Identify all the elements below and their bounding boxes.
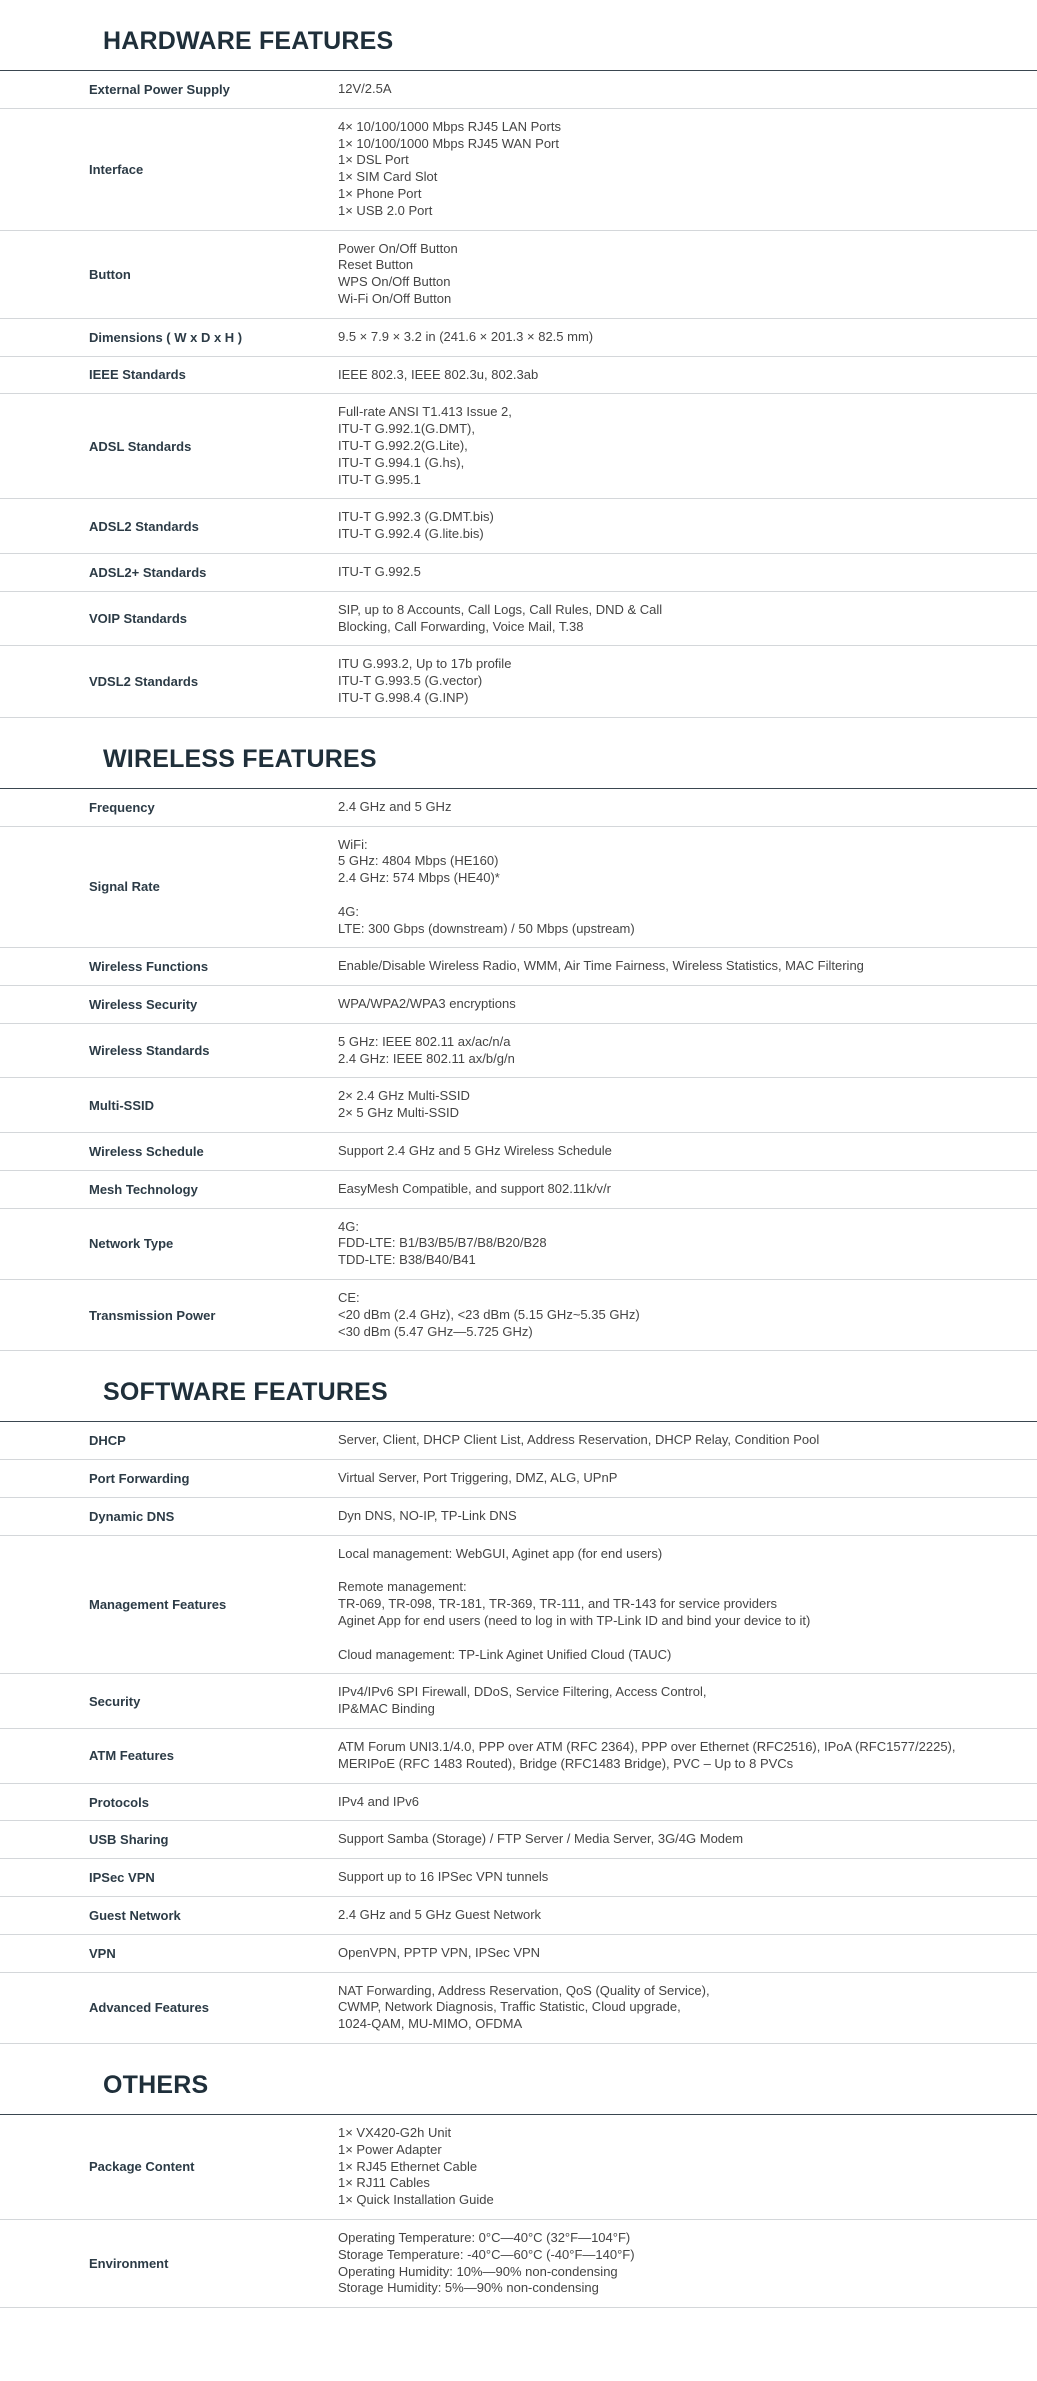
spec-value-line: NAT Forwarding, Address Reservation, QoS (Quality of Service), — [338, 1982, 710, 1998]
spec-value — [338, 2125, 1037, 2209]
spec-value-line: ITU-T G.992.2(G.Lite), — [338, 437, 468, 453]
spec-row — [0, 1280, 1037, 1351]
section-heading: OTHERS — [0, 2044, 1037, 2115]
spec-row — [0, 1422, 1037, 1460]
spec-value-line: TDD-LTE: B38/B40/B41 — [338, 1252, 476, 1268]
spec-value-line: Wi-Fi On/Off Button — [338, 290, 452, 306]
spec-row — [0, 1460, 1037, 1498]
spec-value — [338, 1546, 1037, 1664]
spec-value-line: Aginet App for end users (need to log in with TP-Link ID and bind your device to it) — [338, 1613, 811, 1629]
spec-label: Multi-SSID — [89, 1097, 154, 1113]
spec-label: DHCP — [89, 1433, 126, 1449]
spec-label: ADSL Standards — [89, 438, 192, 454]
spec-value — [338, 1034, 1037, 1068]
spec-label: VDSL2 Standards — [89, 674, 199, 690]
spec-value-line: ITU-T G.994.1 (G.hs), — [338, 454, 465, 470]
spec-value — [338, 564, 1037, 581]
spec-row — [0, 2115, 1037, 2220]
spec-row — [0, 1784, 1037, 1822]
spec-row — [0, 1729, 1037, 1784]
section-heading: SOFTWARE FEATURES — [0, 1351, 1037, 1422]
spec-value-line: Local management: WebGUI, Aginet app (for end users) — [338, 1545, 663, 1561]
spec-value-line: 1× DSL Port — [338, 152, 409, 168]
spec-value-line: 4× 10/100/1000 Mbps RJ45 LAN Ports — [338, 118, 561, 134]
spec-value-line: Support Samba (Storage) / FTP Server / Media Server, 3G/4G Modem — [338, 1831, 744, 1847]
spec-value-line: Support 2.4 GHz and 5 GHz Wireless Schedule — [338, 1143, 612, 1159]
spec-label: Dimensions ( W x D x H ) — [89, 329, 243, 345]
spec-row — [0, 1821, 1037, 1859]
spec-value — [338, 1739, 1037, 1773]
spec-value-line: IPv4/IPv6 SPI Firewall, DDoS, Service Filtering, Access Control, — [338, 1684, 707, 1700]
spec-section — [0, 2044, 1037, 2308]
spec-row — [0, 1973, 1037, 2044]
spec-row — [0, 1078, 1037, 1133]
spec-value-line: Cloud management: TP-Link Aginet Unified Cloud (TAUC) — [338, 1646, 672, 1662]
spec-value — [338, 1907, 1037, 1924]
spec-label: VPN — [89, 1945, 116, 1961]
spec-value-line: 1024-QAM, MU-MIMO, OFDMA — [338, 2016, 523, 2032]
spec-value-line: 2× 5 GHz Multi-SSID — [338, 1105, 460, 1121]
spec-label: Wireless Schedule — [89, 1143, 204, 1159]
spec-section — [0, 1351, 1037, 2044]
spec-label: IEEE Standards — [89, 367, 186, 383]
spec-value — [338, 367, 1037, 384]
spec-value — [338, 996, 1037, 1013]
spec-row — [0, 986, 1037, 1024]
spec-row — [0, 1133, 1037, 1171]
spec-label: Management Features — [89, 1597, 227, 1613]
spec-value — [338, 1219, 1037, 1269]
spec-value-line: 1× VX420-G2h Unit — [338, 2124, 452, 2140]
spec-value — [338, 1088, 1037, 1122]
spec-row — [0, 1024, 1037, 1079]
spec-value-line: 2× 2.4 GHz Multi-SSID — [338, 1088, 470, 1104]
spec-value-line: Blocking, Call Forwarding, Voice Mail, T.38 — [338, 618, 584, 634]
spec-value-line: TR-069, TR-098, TR-181, TR-369, TR-111, and TR-143 for service providers — [338, 1596, 778, 1612]
spec-value-line — [338, 887, 1023, 904]
spec-row — [0, 948, 1037, 986]
spec-label: Package Content — [89, 2159, 195, 2175]
spec-value — [338, 1983, 1037, 2033]
spec-value — [338, 1945, 1037, 1962]
spec-value-line: 4G: — [338, 903, 359, 919]
section-heading: HARDWARE FEATURES — [0, 0, 1037, 71]
spec-row — [0, 592, 1037, 647]
spec-row — [0, 231, 1037, 319]
spec-table — [0, 789, 1037, 1352]
spec-value-line: ITU-T G.992.3 (G.DMT.bis) — [338, 509, 494, 525]
spec-value-line: MERIPoE (RFC 1483 Routed), Bridge (RFC1483 Bridge), PVC – Up to 8 PVCs — [338, 1755, 794, 1771]
spec-value — [338, 119, 1037, 220]
spec-label: Dynamic DNS — [89, 1508, 175, 1524]
spec-value-line: 1× Power Adapter — [338, 2141, 442, 2157]
spec-label: Guest Network — [89, 1907, 181, 1923]
spec-value-line — [338, 1630, 1023, 1647]
spec-value-line: 4G: — [338, 1218, 359, 1234]
spec-value-line: 5 GHz: 4804 Mbps (HE160) — [338, 853, 499, 869]
spec-value-line: Power On/Off Button — [338, 240, 458, 256]
spec-value-line: <20 dBm (2.4 GHz), <23 dBm (5.15 GHz~5.35 GHz) — [338, 1306, 640, 1322]
spec-value-line: <30 dBm (5.47 GHz—5.725 GHz) — [338, 1323, 533, 1339]
spec-value-line: Operating Humidity: 10%—90% non-condensing — [338, 2263, 618, 2279]
spec-label: VOIP Standards — [89, 611, 188, 627]
spec-value-line: 2.4 GHz: 574 Mbps (HE40)* — [338, 870, 500, 886]
spec-value — [338, 1143, 1037, 1160]
spec-value-line: 1× USB 2.0 Port — [338, 202, 433, 218]
spec-row — [0, 1935, 1037, 1973]
spec-value-line: WPS On/Off Button — [338, 274, 451, 290]
spec-value-line: Remote management: — [338, 1579, 467, 1595]
spec-row — [0, 1536, 1037, 1675]
spec-value — [338, 799, 1037, 816]
spec-row — [0, 554, 1037, 592]
spec-value — [338, 2230, 1037, 2297]
spec-section — [0, 0, 1037, 718]
spec-value-line: 5 GHz: IEEE 802.11 ax/ac/n/a — [338, 1033, 511, 1049]
spec-row — [0, 1209, 1037, 1280]
spec-value-line: 1× 10/100/1000 Mbps RJ45 WAN Port — [338, 135, 559, 151]
spec-value-line: LTE: 300 Gbps (downstream) / 50 Mbps (upstream) — [338, 920, 635, 936]
spec-value-line: 2.4 GHz: IEEE 802.11 ax/b/g/n — [338, 1050, 515, 1066]
spec-label: Port Forwarding — [89, 1471, 190, 1487]
spec-value-line: WiFi: — [338, 836, 368, 852]
spec-value-line: ITU G.993.2, Up to 17b profile — [338, 656, 512, 672]
spec-value-line: 9.5 × 7.9 × 3.2 in (241.6 × 201.3 × 82.5 mm) — [338, 328, 594, 344]
spec-value — [338, 1470, 1037, 1487]
spec-value-line: ITU-T G.993.5 (G.vector) — [338, 673, 483, 689]
spec-value-line: CE: — [338, 1290, 360, 1306]
spec-label: ATM Features — [89, 1748, 174, 1764]
spec-value-line: Storage Humidity: 5%—90% non-condensing — [338, 2280, 599, 2296]
spec-value-line: Operating Temperature: 0°C—40°C (32°F—104°F) — [338, 2229, 631, 2245]
spec-value — [338, 837, 1037, 938]
spec-value-line: IP&MAC Binding — [338, 1701, 435, 1717]
spec-label: Network Type — [89, 1236, 174, 1252]
spec-label: Security — [89, 1693, 141, 1709]
spec-label: IPSec VPN — [89, 1870, 155, 1886]
spec-table — [0, 2115, 1037, 2308]
spec-value-line: Virtual Server, Port Triggering, DMZ, ALG, UPnP — [338, 1470, 618, 1486]
section-heading: WIRELESS FEATURES — [0, 718, 1037, 789]
spec-row — [0, 499, 1037, 554]
spec-value-line: IPv4 and IPv6 — [338, 1793, 419, 1809]
spec-value — [338, 1831, 1037, 1848]
spec-value-line: 1× SIM Card Slot — [338, 169, 438, 185]
spec-value-line: 2.4 GHz and 5 GHz Guest Network — [338, 1907, 542, 1922]
spec-value — [338, 81, 1037, 98]
spec-value — [338, 1794, 1037, 1811]
spec-value-line: ITU-T G.992.4 (G.lite.bis) — [338, 526, 484, 542]
spec-label: Signal Rate — [89, 879, 160, 895]
spec-value — [338, 958, 1037, 975]
spec-row — [0, 319, 1037, 357]
spec-label: Transmission Power — [89, 1307, 216, 1323]
spec-label: Button — [89, 266, 131, 282]
spec-value-line: 12V/2.5A — [338, 81, 392, 96]
spec-label: Wireless Functions — [89, 959, 209, 975]
spec-value-line: EasyMesh Compatible, and support 802.11k/v/r — [338, 1180, 611, 1196]
spec-value-line: Storage Temperature: -40°C—60°C (-40°F—140°F) — [338, 2246, 635, 2262]
spec-value-line: IEEE 802.3, IEEE 802.3u, 802.3ab — [338, 366, 539, 382]
spec-row — [0, 1859, 1037, 1897]
spec-value — [338, 1432, 1037, 1449]
spec-value-line: Enable/Disable Wireless Radio, WMM, Air Time Fairness, Wireless Statistics, MAC Filtering — [338, 958, 864, 974]
spec-label: Protocols — [89, 1794, 149, 1810]
spec-label: Wireless Standards — [89, 1043, 210, 1059]
spec-value — [338, 1508, 1037, 1525]
spec-row — [0, 109, 1037, 231]
spec-label: Interface — [89, 161, 144, 177]
spec-row — [0, 357, 1037, 395]
spec-value-line — [338, 1563, 1023, 1580]
spec-value — [338, 656, 1037, 706]
spec-label: Frequency — [89, 799, 155, 815]
spec-row — [0, 2220, 1037, 2308]
spec-value-line: WPA/WPA2/WPA3 encryptions — [338, 996, 516, 1012]
spec-value-line: FDD-LTE: B1/B3/B5/B7/B8/B20/B28 — [338, 1235, 547, 1251]
spec-value-line: 1× Phone Port — [338, 185, 422, 201]
spec-value-line: 1× RJ45 Ethernet Cable — [338, 2158, 478, 2174]
spec-row — [0, 827, 1037, 949]
spec-value-line: OpenVPN, PPTP VPN, IPSec VPN — [338, 1944, 541, 1960]
spec-value — [338, 1290, 1037, 1340]
spec-value-line: Full-rate ANSI T1.413 Issue 2, — [338, 404, 512, 420]
spec-label: Wireless Security — [89, 996, 198, 1012]
spec-label: Environment — [89, 2256, 169, 2272]
spec-label: ADSL2+ Standards — [89, 564, 207, 580]
spec-row — [0, 1674, 1037, 1729]
spec-label: Advanced Features — [89, 2000, 209, 2016]
spec-label: Mesh Technology — [89, 1181, 198, 1197]
spec-table — [0, 1422, 1037, 2044]
spec-value-line: Server, Client, DHCP Client List, Address Reservation, DHCP Relay, Condition Pool — [338, 1432, 820, 1448]
spec-value-line: ITU-T G.998.4 (G.INP) — [338, 689, 469, 705]
spec-row — [0, 71, 1037, 109]
spec-value-line: ITU-T G.992.5 — [338, 563, 421, 579]
spec-value — [338, 1181, 1037, 1198]
spec-row — [0, 1171, 1037, 1209]
spec-value — [338, 404, 1037, 488]
spec-value — [338, 241, 1037, 308]
spec-label: USB Sharing — [89, 1832, 169, 1848]
spec-value-line: Dyn DNS, NO-IP, TP-Link DNS — [338, 1508, 517, 1524]
spec-value-line: ATM Forum UNI3.1/4.0, PPP over ATM (RFC 2364), PPP over Ethernet (RFC2516), IPoA (RFC1577/2225), — [338, 1739, 956, 1755]
spec-value-line: 1× Quick Installation Guide — [338, 2192, 494, 2208]
spec-value — [338, 329, 1037, 346]
spec-row — [0, 1897, 1037, 1935]
spec-row — [0, 1498, 1037, 1536]
spec-value-line: ITU-T G.992.1(G.DMT), — [338, 421, 475, 437]
spec-value-line: Reset Button — [338, 257, 414, 273]
spec-table — [0, 71, 1037, 718]
spec-value-line: Support up to 16 IPSec VPN tunnels — [338, 1869, 549, 1885]
spec-value-line: 2.4 GHz and 5 GHz — [338, 798, 452, 814]
spec-value — [338, 1869, 1037, 1886]
spec-value-line: CWMP, Network Diagnosis, Traffic Statistic, Cloud upgrade, — [338, 1999, 681, 2015]
spec-value-line: ITU-T G.995.1 — [338, 471, 421, 487]
spec-value — [338, 1684, 1037, 1718]
spec-value-line: SIP, up to 8 Accounts, Call Logs, Call Rules, DND & Call — [338, 601, 663, 617]
spec-value — [338, 602, 1037, 636]
spec-label: ADSL2 Standards — [89, 518, 199, 534]
spec-label: External Power Supply — [89, 81, 230, 97]
spec-row — [0, 789, 1037, 827]
spec-value-line: 1× RJ11 Cables — [338, 2175, 430, 2191]
spec-row — [0, 646, 1037, 717]
spec-value — [338, 509, 1037, 543]
spec-row — [0, 394, 1037, 499]
spec-section — [0, 718, 1037, 1352]
